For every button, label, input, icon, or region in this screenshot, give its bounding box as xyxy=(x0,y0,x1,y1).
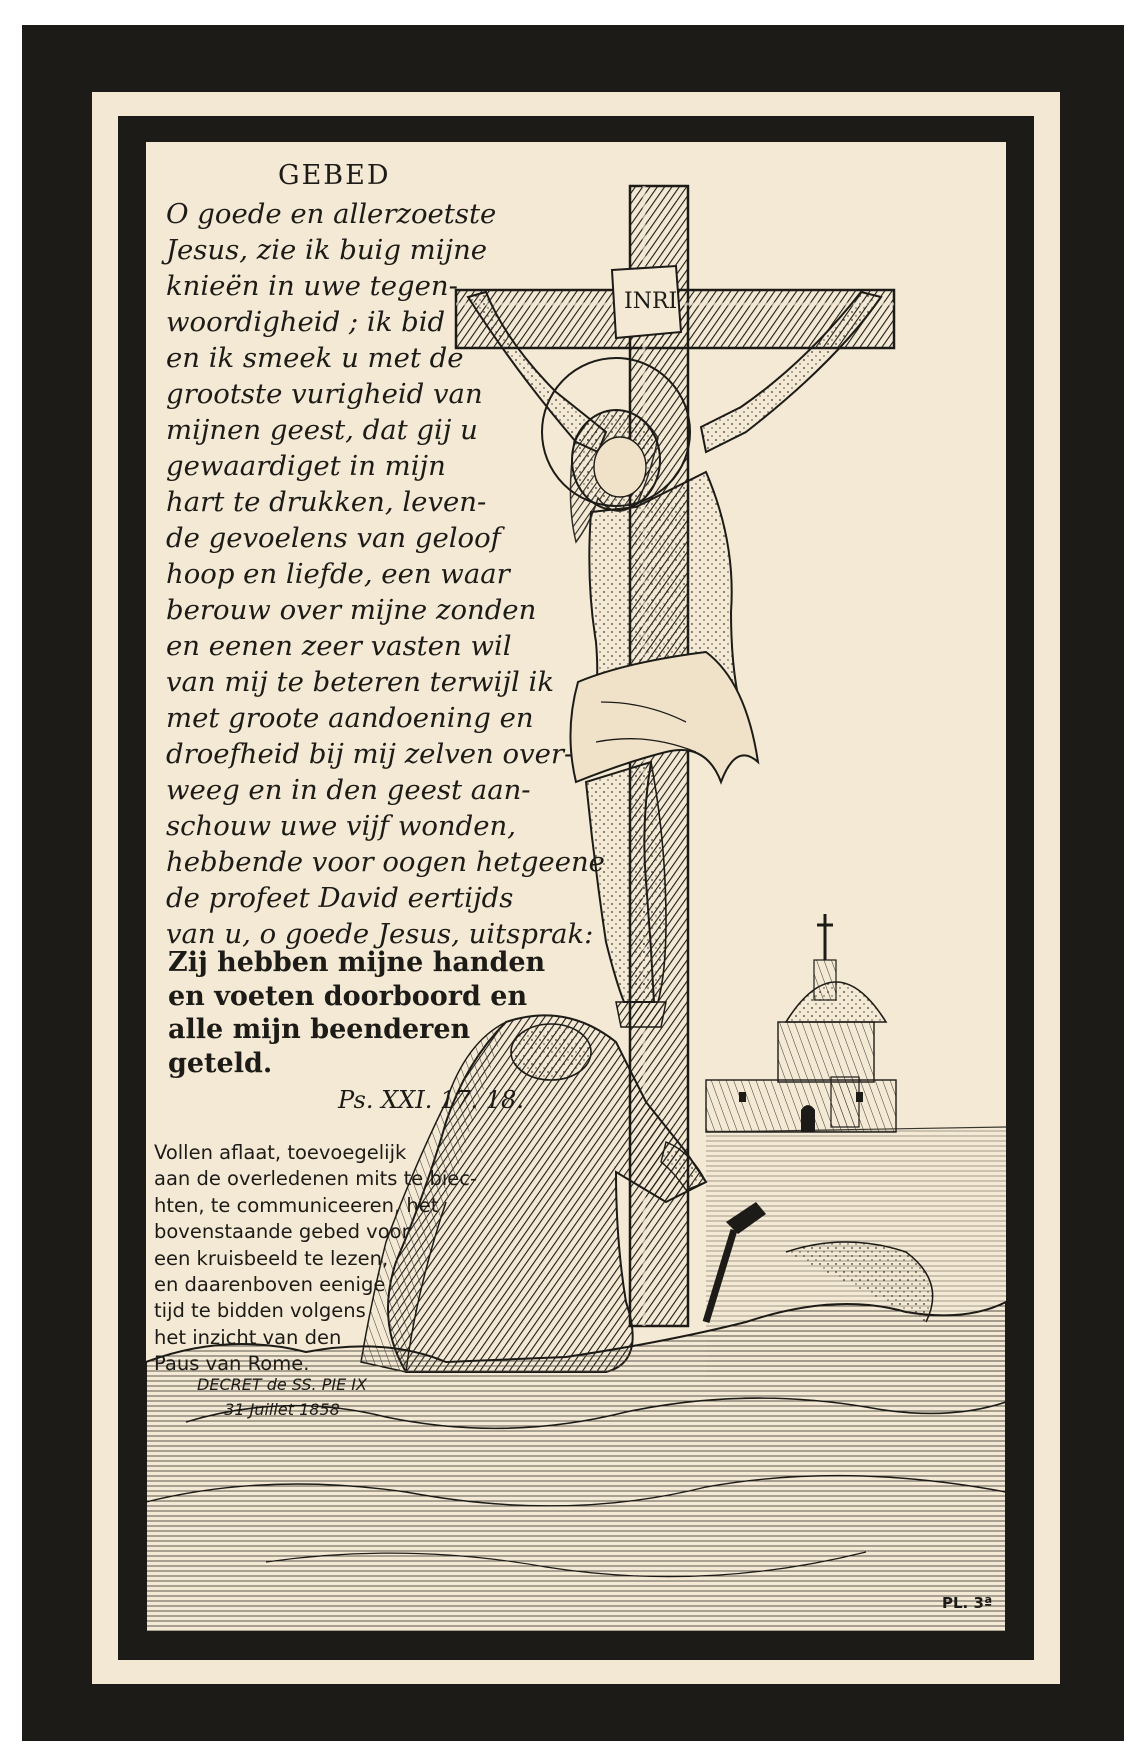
prayer-title: GEBED xyxy=(278,160,391,191)
prayer-line: Jesus, zie ik buig mijne xyxy=(166,234,488,266)
prayer-line: knieën in uwe tegen- xyxy=(166,270,458,302)
indulgence-line: Vollen aflaat, toevoegelijk xyxy=(154,1141,407,1164)
indulgence-line: tijd te bidden volgens xyxy=(154,1299,366,1323)
psalm-line: geteld. xyxy=(168,1047,273,1079)
prayer-line: schouw uwe vijf wonden, xyxy=(166,810,516,842)
indulgence-line: hten, te communiceeren, het xyxy=(154,1193,439,1217)
prayer-line: grootste vurigheid van xyxy=(166,378,483,410)
psalm-line: Zij hebben mijne handen xyxy=(168,947,546,978)
indulgence-line: aan de overledenen mits te biec- xyxy=(154,1167,478,1191)
prayer-line: droefheid bij mij zelven over- xyxy=(166,738,574,770)
indulgence-line: Paus van Rome. xyxy=(154,1352,310,1376)
inri-text: INRI xyxy=(624,289,678,314)
indulgence-line: en daarenboven eenige xyxy=(154,1272,386,1296)
prayer-line: hoop en liefde, een waar xyxy=(166,558,510,590)
prayer-line: gewaardiget in mijn xyxy=(166,450,446,482)
prayer-line: O goede en allerzoetste xyxy=(166,198,497,230)
psalm-line: en voeten doorboord en xyxy=(168,980,528,1012)
plate-mark: PL. 3ª xyxy=(942,1594,993,1612)
prayer-line: en ik smeek u met de xyxy=(166,342,464,374)
decree-line: DECRET de SS. PIE IX xyxy=(197,1375,367,1394)
prayer-line: de gevoelens van geloof xyxy=(166,522,501,554)
indulgence-line: bovenstaande gebed voor xyxy=(154,1220,410,1244)
prayer-line: mijnen geest, dat gij u xyxy=(166,414,478,446)
indulgence-line: het inzicht van den xyxy=(154,1325,342,1349)
prayer-line: woordigheid ; ik bid xyxy=(166,306,446,338)
papal-decree xyxy=(172,1372,392,1422)
domed-church-drawing xyxy=(706,914,896,1132)
inri-titulus xyxy=(612,266,681,338)
psalm-quote xyxy=(168,946,588,1080)
prayer-line: hart te drukken, leven- xyxy=(166,486,487,518)
prayer-line: hebbende voor oogen hetgeene xyxy=(166,846,605,878)
prayer-text xyxy=(166,196,605,952)
indulgence-text xyxy=(154,1140,514,1378)
psalm-line: alle mijn beenderen xyxy=(168,1014,471,1045)
prayer-line: van u, o goede Jesus, uitsprak: xyxy=(166,918,594,950)
prayer-line: weeg en in den geest aan- xyxy=(166,774,531,806)
decree-date: 31 Juillet 1858 xyxy=(224,1400,340,1419)
psalm-reference: Ps. XXI. 17. 18. xyxy=(338,1086,524,1114)
devotional-card-panel xyxy=(146,142,1006,1632)
prayer-line: en eenen zeer vasten wil xyxy=(166,630,512,662)
prayer-line: de profeet David eertijds xyxy=(166,882,514,914)
prayer-line: met groote aandoening en xyxy=(166,702,534,734)
prayer-line: van mij te beteren terwijl ik xyxy=(166,666,554,698)
indulgence-line: een kruisbeeld te lezen, xyxy=(154,1246,389,1270)
prayer-line: berouw over mijne zonden xyxy=(166,594,537,626)
